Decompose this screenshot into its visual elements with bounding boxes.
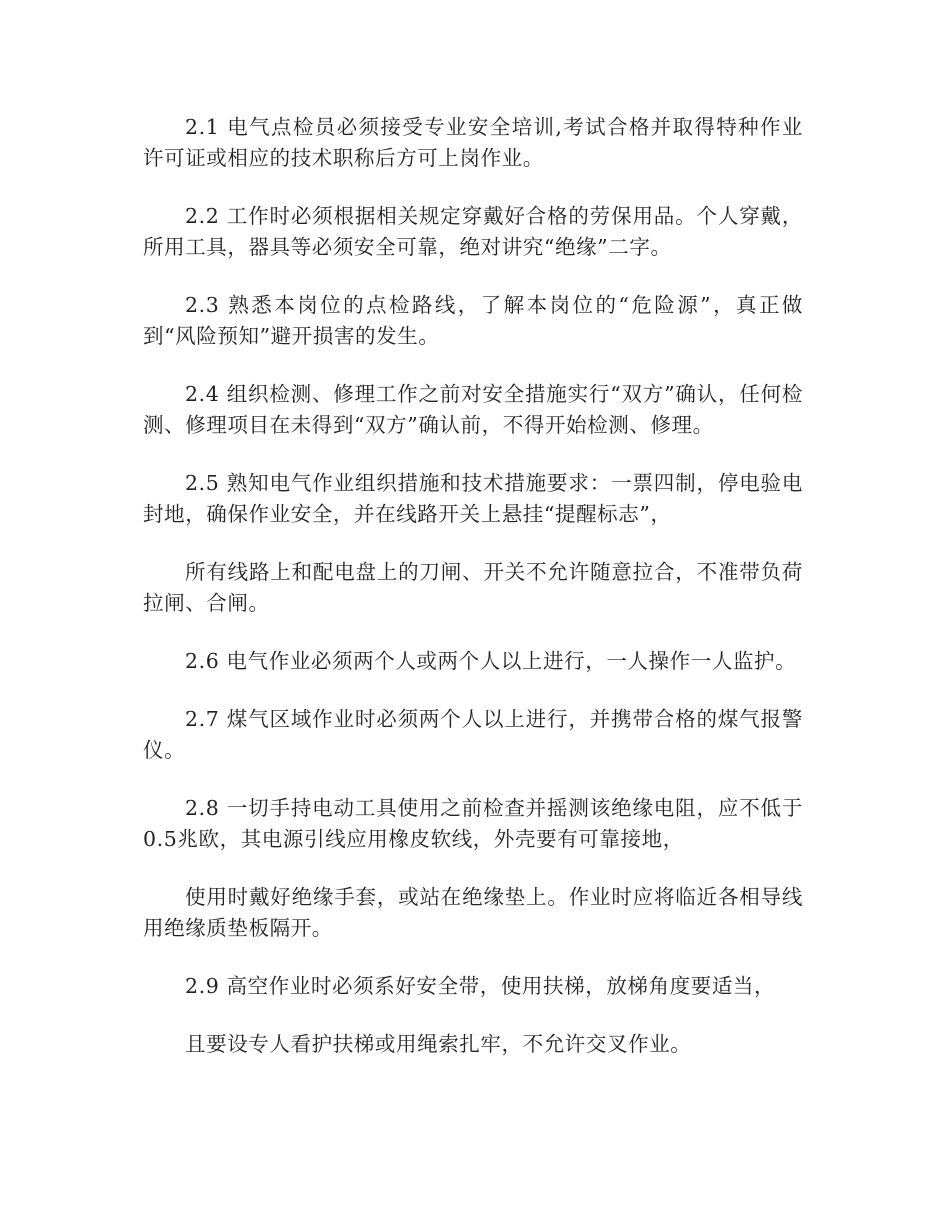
paragraph-2-8: 2.8 一切手持电动工具使用之前检查并摇测该绝缘电阻，应不低于0.5兆欧，其电源引线应用橡皮软线，外壳要有可靠接地，	[143, 796, 803, 851]
paragraph-2-6: 2.6 电气作业必须两个人或两个人以上进行，一人操作一人监护。	[185, 649, 797, 673]
document-body	[143, 112, 803, 1087]
paragraph-2-2: 2.2 工作时必须根据相关规定穿戴好合格的劳保用品。个人穿戴，所用工具，器具等必须安全可靠，绝对讲究“绝缘”二字。	[143, 204, 803, 259]
paragraph-2-8-continued: 使用时戴好绝缘手套，或站在绝缘垫上。作业时应将临近各相导线用绝缘质垫板隔开。	[143, 885, 803, 940]
paragraph-2-7: 2.7 煤气区域作业时必须两个人以上进行，并携带合格的煤气报警仪。	[143, 707, 803, 762]
paragraph-2-4: 2.4 组织检测、修理工作之前对安全措施实行“双方”确认，任何检测、修理项目在未得到“双方”确认前，不得开始检测、修理。	[143, 382, 803, 437]
paragraph-2-3: 2.3 熟悉本岗位的点检路线，了解本岗位的“危险源”，真正做到“风险预知”避开损害的发生。	[143, 293, 803, 348]
paragraph-2-1: 2.1 电气点检员必须接受专业安全培训,考试合格并取得特种作业许可证或相应的技术职称后方可上岗作业。	[143, 115, 803, 170]
paragraph-2-5: 2.5 熟知电气作业组织措施和技术措施要求：一票四制，停电验电封地，确保作业安全，并在线路开关上悬挂“提醒标志”，	[143, 471, 803, 526]
paragraph-2-9: 2.9 高空作业时必须系好安全带，使用扶梯，放梯角度要适当，	[185, 974, 776, 998]
paragraph-2-5-continued: 所有线路上和配电盘上的刀闸、开关不允许随意拉合，不准带负荷拉闸、合闸。	[143, 560, 803, 615]
paragraph-2-9-continued: 且要设专人看护扶梯或用绳索扎牢，不允许交叉作业。	[185, 1032, 692, 1056]
